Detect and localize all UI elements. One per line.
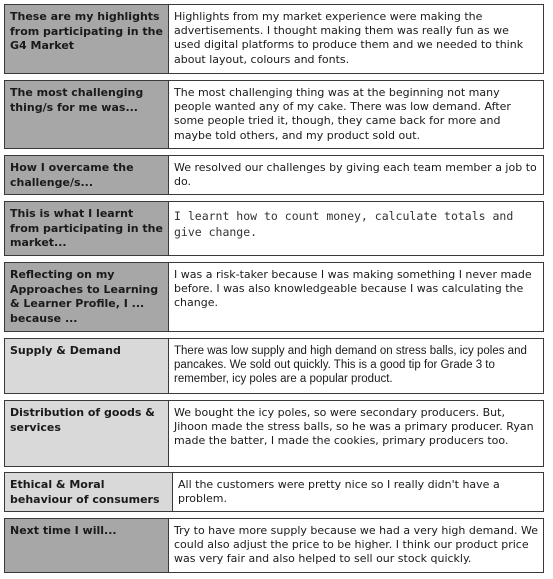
row-next-time: [4, 518, 544, 573]
row-content: I learnt how to count money, calculate totals and give change.: [174, 209, 514, 239]
row-label: How I overcame the challenge/s...: [5, 156, 169, 194]
row-content: All the customers were pretty nice so I really didn't have a problem.: [178, 478, 500, 506]
row-highlights: [4, 4, 544, 74]
row-distribution: [4, 400, 544, 467]
row-content: Try to have more supply because we had a very high demand. We could also adjust the price to be higher. I think our product price was very fair and also helped to sell our stock quickly.: [174, 524, 539, 566]
row-content: We bought the icy poles, so were secondary producers. But, Jihoon made the stress balls, so he was a primary producer. Ryan made the batter, I made the cookies, primary producers too.: [174, 406, 534, 448]
row-label: Ethical & Moral behaviour of consumers: [5, 473, 173, 511]
row-label: Distribution of goods & services: [5, 401, 169, 466]
row-reflecting: [4, 262, 544, 332]
row-ethical: [4, 472, 544, 512]
row-content: I was a risk-taker because I was making something I never made before. I was also knowledgeable because I was calculating the change.: [174, 268, 532, 310]
row-supply-demand: [4, 338, 544, 394]
row-overcame: [4, 155, 544, 195]
row-content: The most challenging thing was at the beginning not many people wanted any of my cake. There was low demand. After some people tried it, though, they came back for more and maybe told others, and my product sold out.: [174, 86, 511, 142]
row-content: Highlights from my market experience were making the advertisements. I thought making them was really fun as we used digital platforms to produce them and we needed to think about layout, colours and fonts.: [174, 10, 524, 66]
row-label: The most challenging thing/s for me was...: [5, 81, 169, 148]
row-label: Reflecting on my Approaches to Learning & Learner Profile, I ... because ...: [5, 263, 169, 331]
row-challenges: [4, 80, 544, 149]
row-label: Supply & Demand: [5, 339, 169, 393]
row-label: This is what I learnt from participating in the market...: [5, 202, 169, 255]
row-label: Next time I will...: [5, 519, 169, 572]
row-content: We resolved our challenges by giving each team member a job to do.: [174, 161, 537, 189]
row-content: There was low supply and high demand on stress balls, icy poles and pancakes. We sold out quickly. This is a good tip for Grade 3 to remember, icy poles are a popular product.: [174, 345, 527, 385]
row-learnt: [4, 201, 544, 256]
row-label: These are my highlights from participating in the G4 Market: [5, 5, 169, 73]
